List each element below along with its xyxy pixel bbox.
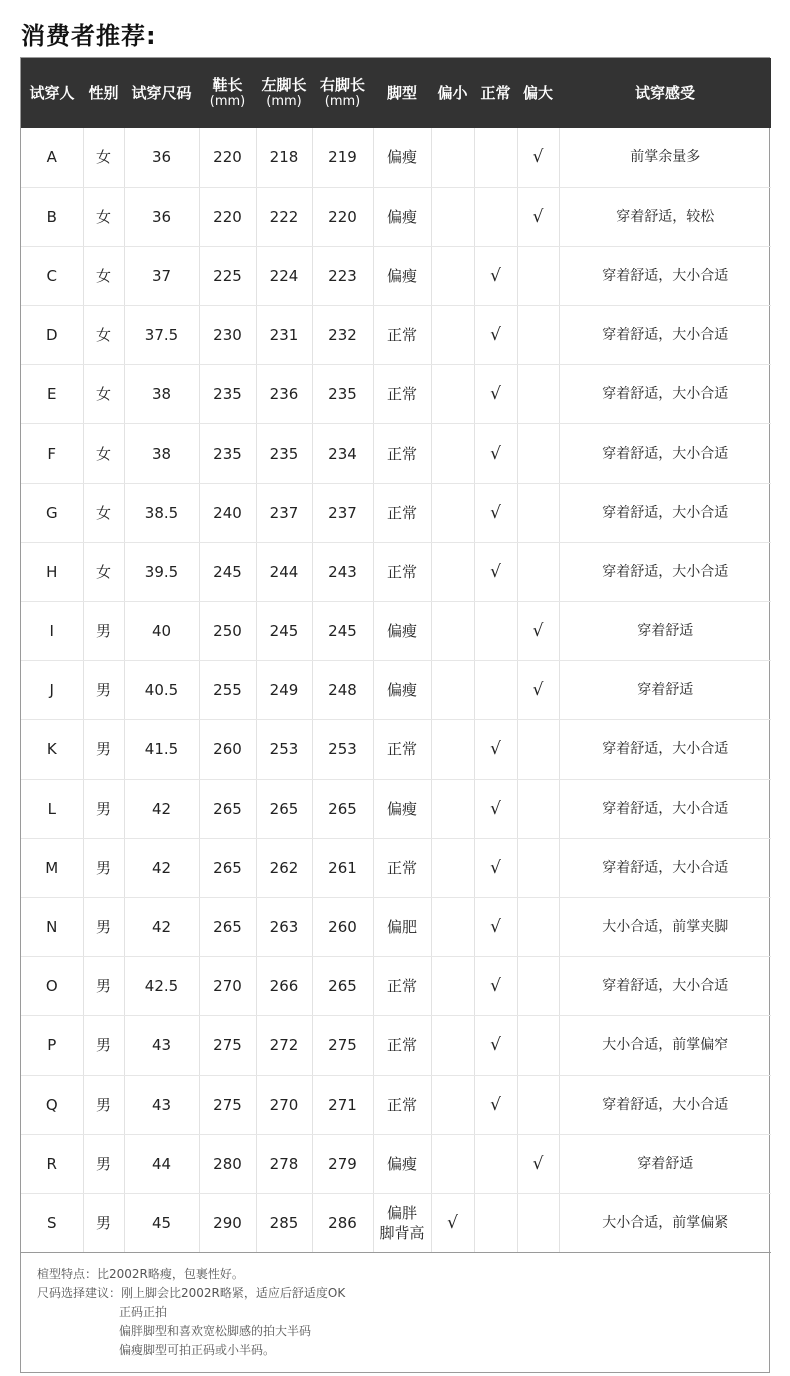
page-title: 消费者推荐: — [21, 22, 157, 50]
cell-foot-type: 正常 — [373, 720, 431, 779]
table-row — [21, 483, 771, 542]
cell-feeling: 前掌余量多 — [559, 128, 771, 187]
cell-feeling: 穿着舒适，大小合适 — [559, 838, 771, 897]
advice-line-4: 偏瘦脚型可拍正码或小半码。 — [119, 1343, 276, 1358]
cell-gender: 女 — [83, 187, 124, 246]
cell-left-foot: 253 — [256, 720, 312, 779]
cell-size: 42 — [124, 779, 199, 838]
cell-gender: 女 — [83, 246, 124, 305]
cell-normal-check: √ — [474, 720, 517, 779]
cell-large-check — [517, 897, 559, 956]
cell-person: F — [21, 424, 83, 483]
cell-left-foot: 218 — [256, 128, 312, 187]
cell-feeling: 穿着舒适 — [559, 602, 771, 661]
cell-large-check — [517, 1075, 559, 1134]
header-person: 试穿人 — [21, 58, 83, 128]
cell-foot-type: 偏瘦 — [373, 128, 431, 187]
cell-left-foot: 224 — [256, 246, 312, 305]
cell-gender: 男 — [83, 838, 124, 897]
cell-gender: 男 — [83, 897, 124, 956]
cell-normal-check — [474, 1193, 517, 1252]
cell-right-foot: 275 — [312, 1016, 373, 1075]
unit-label: (mm) — [266, 93, 302, 109]
cell-foot-type: 偏瘦 — [373, 246, 431, 305]
cell-small-check — [431, 483, 474, 542]
cell-left-foot: 237 — [256, 483, 312, 542]
cell-feeling: 穿着舒适，大小合适 — [559, 246, 771, 305]
cell-person: B — [21, 187, 83, 246]
cell-size: 42.5 — [124, 957, 199, 1016]
cell-small-check — [431, 1075, 474, 1134]
cell-right-foot: 245 — [312, 602, 373, 661]
header-large: 偏大 — [517, 58, 559, 128]
cell-person: L — [21, 779, 83, 838]
cell-large-check: √ — [517, 187, 559, 246]
cell-shoe-length: 230 — [199, 306, 256, 365]
cell-person: G — [21, 483, 83, 542]
cell-shoe-length: 235 — [199, 424, 256, 483]
cell-large-check — [517, 542, 559, 601]
header-small: 偏小 — [431, 58, 474, 128]
cell-foot-type: 正常 — [373, 1016, 431, 1075]
cell-small-check — [431, 306, 474, 365]
table-row — [21, 542, 771, 601]
table-row — [21, 424, 771, 483]
cell-gender: 男 — [83, 1193, 124, 1252]
cell-normal-check: √ — [474, 483, 517, 542]
cell-normal-check: √ — [474, 957, 517, 1016]
cell-right-foot: 237 — [312, 483, 373, 542]
cell-shoe-length: 275 — [199, 1075, 256, 1134]
cell-size: 38.5 — [124, 483, 199, 542]
size-recommendation-table — [20, 57, 770, 1373]
cell-gender: 女 — [83, 542, 124, 601]
advice-line-3: 偏胖脚型和喜欢宽松脚感的拍大半码 — [119, 1324, 312, 1339]
cell-person: S — [21, 1193, 83, 1252]
cell-size: 42 — [124, 838, 199, 897]
cell-normal-check: √ — [474, 306, 517, 365]
cell-shoe-length: 270 — [199, 957, 256, 1016]
cell-person: A — [21, 128, 83, 187]
cell-gender: 男 — [83, 1016, 124, 1075]
cell-large-check — [517, 424, 559, 483]
table-row — [21, 246, 771, 305]
cell-normal-check — [474, 1134, 517, 1193]
table-row — [21, 779, 771, 838]
cell-size: 40 — [124, 602, 199, 661]
cell-feeling: 穿着舒适，大小合适 — [559, 957, 771, 1016]
cell-gender: 女 — [83, 306, 124, 365]
cell-left-foot: 278 — [256, 1134, 312, 1193]
cell-right-foot: 286 — [312, 1193, 373, 1252]
cell-size: 36 — [124, 187, 199, 246]
cell-feeling: 穿着舒适，大小合适 — [559, 542, 771, 601]
cell-foot-type: 正常 — [373, 365, 431, 424]
cell-small-check — [431, 365, 474, 424]
cell-normal-check — [474, 602, 517, 661]
cell-normal-check: √ — [474, 424, 517, 483]
cell-gender: 男 — [83, 1134, 124, 1193]
cell-foot-type: 正常 — [373, 1075, 431, 1134]
cell-left-foot: 265 — [256, 779, 312, 838]
cell-feeling: 穿着舒适，大小合适 — [559, 306, 771, 365]
table-row — [21, 365, 771, 424]
header-foot-type: 脚型 — [373, 58, 431, 128]
cell-normal-check: √ — [474, 542, 517, 601]
header-gender: 性别 — [83, 58, 124, 128]
header-shoe-length: 鞋长 (mm) — [199, 58, 256, 128]
cell-gender: 男 — [83, 1075, 124, 1134]
cell-person: K — [21, 720, 83, 779]
cell-foot-type: 偏瘦 — [373, 1134, 431, 1193]
cell-person: J — [21, 661, 83, 720]
table-row — [21, 1134, 771, 1193]
cell-right-foot: 279 — [312, 1134, 373, 1193]
cell-large-check — [517, 720, 559, 779]
cell-shoe-length: 260 — [199, 720, 256, 779]
cell-feeling: 穿着舒适，大小合适 — [559, 779, 771, 838]
cell-size: 37 — [124, 246, 199, 305]
cell-large-check — [517, 483, 559, 542]
cell-large-check — [517, 779, 559, 838]
cell-foot-type: 正常 — [373, 483, 431, 542]
cell-size: 38 — [124, 365, 199, 424]
cell-size: 39.5 — [124, 542, 199, 601]
cell-size: 43 — [124, 1016, 199, 1075]
cell-gender: 男 — [83, 720, 124, 779]
last-note-text: 比2002R略瘦，包裹性好。 — [97, 1267, 244, 1282]
cell-right-foot: 232 — [312, 306, 373, 365]
cell-large-check: √ — [517, 1134, 559, 1193]
cell-person: P — [21, 1016, 83, 1075]
cell-large-check — [517, 838, 559, 897]
table-header — [21, 58, 771, 128]
last-note — [37, 1265, 769, 1284]
cell-foot-type: 正常 — [373, 838, 431, 897]
cell-feeling: 穿着舒适，大小合适 — [559, 365, 771, 424]
advice-line-1: 刚上脚会比2002R略紧，适应后舒适度OK — [121, 1286, 346, 1301]
cell-left-foot: 272 — [256, 1016, 312, 1075]
cell-size: 36 — [124, 128, 199, 187]
cell-small-check — [431, 542, 474, 601]
cell-large-check — [517, 1016, 559, 1075]
table-row — [21, 1193, 771, 1252]
advice-line-2: 正码正拍 — [119, 1305, 168, 1320]
advice-note-label: 尺码选择建议： — [37, 1286, 122, 1301]
cell-right-foot: 260 — [312, 897, 373, 956]
cell-normal-check: √ — [474, 246, 517, 305]
table-row — [21, 187, 771, 246]
cell-right-foot: 243 — [312, 542, 373, 601]
cell-right-foot: 223 — [312, 246, 373, 305]
table-row — [21, 602, 771, 661]
cell-foot-type: 正常 — [373, 957, 431, 1016]
cell-normal-check: √ — [474, 838, 517, 897]
cell-size: 43 — [124, 1075, 199, 1134]
cell-shoe-length: 265 — [199, 897, 256, 956]
cell-left-foot: 270 — [256, 1075, 312, 1134]
cell-large-check — [517, 365, 559, 424]
cell-small-check — [431, 720, 474, 779]
cell-small-check — [431, 957, 474, 1016]
table-row — [21, 1075, 771, 1134]
cell-large-check — [517, 246, 559, 305]
cell-feeling: 穿着舒适 — [559, 661, 771, 720]
cell-gender: 男 — [83, 602, 124, 661]
cell-left-foot: 245 — [256, 602, 312, 661]
cell-left-foot: 262 — [256, 838, 312, 897]
cell-shoe-length: 250 — [199, 602, 256, 661]
header-left-foot: 左脚长 (mm) — [256, 58, 312, 128]
cell-large-check: √ — [517, 661, 559, 720]
cell-small-check — [431, 897, 474, 956]
cell-right-foot: 235 — [312, 365, 373, 424]
cell-right-foot: 248 — [312, 661, 373, 720]
cell-normal-check — [474, 187, 517, 246]
cell-right-foot: 220 — [312, 187, 373, 246]
header-feeling: 试穿感受 — [559, 58, 771, 128]
cell-gender: 女 — [83, 483, 124, 542]
cell-left-foot: 231 — [256, 306, 312, 365]
cell-small-check — [431, 246, 474, 305]
cell-shoe-length: 235 — [199, 365, 256, 424]
cell-right-foot: 265 — [312, 957, 373, 1016]
cell-shoe-length: 265 — [199, 838, 256, 897]
cell-shoe-length: 255 — [199, 661, 256, 720]
cell-person: Q — [21, 1075, 83, 1134]
cell-left-foot: 263 — [256, 897, 312, 956]
cell-feeling: 穿着舒适，大小合适 — [559, 720, 771, 779]
cell-shoe-length: 240 — [199, 483, 256, 542]
cell-small-check — [431, 1134, 474, 1193]
header-right-foot: 右脚长 (mm) — [312, 58, 373, 128]
cell-size: 37.5 — [124, 306, 199, 365]
cell-foot-type: 正常 — [373, 424, 431, 483]
cell-right-foot: 265 — [312, 779, 373, 838]
cell-right-foot: 234 — [312, 424, 373, 483]
cell-gender: 男 — [83, 661, 124, 720]
cell-shoe-length: 220 — [199, 128, 256, 187]
cell-gender: 男 — [83, 957, 124, 1016]
cell-size: 42 — [124, 897, 199, 956]
cell-gender: 女 — [83, 128, 124, 187]
cell-gender: 女 — [83, 424, 124, 483]
cell-gender: 女 — [83, 365, 124, 424]
cell-foot-type: 偏肥 — [373, 897, 431, 956]
table-row — [21, 897, 771, 956]
cell-person: R — [21, 1134, 83, 1193]
last-note-label: 楦型特点： — [37, 1267, 98, 1282]
cell-small-check — [431, 128, 474, 187]
cell-person: E — [21, 365, 83, 424]
cell-person: I — [21, 602, 83, 661]
cell-person: C — [21, 246, 83, 305]
cell-small-check — [431, 424, 474, 483]
table-row — [21, 720, 771, 779]
cell-left-foot: 266 — [256, 957, 312, 1016]
cell-foot-type: 偏瘦 — [373, 661, 431, 720]
cell-person: H — [21, 542, 83, 601]
table-row — [21, 838, 771, 897]
cell-size: 44 — [124, 1134, 199, 1193]
cell-right-foot: 271 — [312, 1075, 373, 1134]
cell-shoe-length: 220 — [199, 187, 256, 246]
cell-small-check — [431, 1016, 474, 1075]
cell-right-foot: 253 — [312, 720, 373, 779]
cell-feeling: 穿着舒适，较松 — [559, 187, 771, 246]
cell-person: O — [21, 957, 83, 1016]
cell-person: D — [21, 306, 83, 365]
cell-feeling: 穿着舒适，大小合适 — [559, 1075, 771, 1134]
cell-feeling: 大小合适，前掌偏紧 — [559, 1193, 771, 1252]
cell-left-foot: 244 — [256, 542, 312, 601]
cell-shoe-length: 245 — [199, 542, 256, 601]
table-row — [21, 1016, 771, 1075]
cell-normal-check: √ — [474, 897, 517, 956]
table-row — [21, 661, 771, 720]
cell-left-foot: 249 — [256, 661, 312, 720]
cell-foot-type: 偏瘦 — [373, 187, 431, 246]
cell-foot-type: 正常 — [373, 542, 431, 601]
cell-small-check — [431, 838, 474, 897]
table-row — [21, 306, 771, 365]
cell-normal-check: √ — [474, 365, 517, 424]
cell-normal-check: √ — [474, 1016, 517, 1075]
cell-right-foot: 219 — [312, 128, 373, 187]
cell-person: N — [21, 897, 83, 956]
cell-feeling: 穿着舒适，大小合适 — [559, 424, 771, 483]
cell-large-check — [517, 957, 559, 1016]
table-row — [21, 957, 771, 1016]
cell-small-check — [431, 187, 474, 246]
cell-large-check: √ — [517, 602, 559, 661]
cell-shoe-length: 225 — [199, 246, 256, 305]
cell-right-foot: 261 — [312, 838, 373, 897]
cell-left-foot: 236 — [256, 365, 312, 424]
cell-size: 40.5 — [124, 661, 199, 720]
unit-label: (mm) — [209, 93, 246, 109]
cell-large-check — [517, 1193, 559, 1252]
cell-foot-type: 偏瘦 — [373, 602, 431, 661]
cell-feeling: 穿着舒适 — [559, 1134, 771, 1193]
cell-shoe-length: 290 — [199, 1193, 256, 1252]
notes-section — [21, 1253, 769, 1372]
table-row — [21, 128, 771, 187]
cell-foot-type: 偏胖 脚背高 — [373, 1193, 431, 1252]
cell-feeling: 穿着舒适，大小合适 — [559, 483, 771, 542]
cell-shoe-length: 280 — [199, 1134, 256, 1193]
cell-person: M — [21, 838, 83, 897]
cell-small-check — [431, 779, 474, 838]
cell-shoe-length: 265 — [199, 779, 256, 838]
cell-normal-check: √ — [474, 779, 517, 838]
cell-size: 41.5 — [124, 720, 199, 779]
cell-left-foot: 285 — [256, 1193, 312, 1252]
cell-size: 38 — [124, 424, 199, 483]
cell-foot-type: 偏瘦 — [373, 779, 431, 838]
header-normal: 正常 — [474, 58, 517, 128]
cell-small-check — [431, 602, 474, 661]
cell-left-foot: 222 — [256, 187, 312, 246]
cell-small-check — [431, 661, 474, 720]
cell-large-check: √ — [517, 128, 559, 187]
cell-feeling: 大小合适，前掌夹脚 — [559, 897, 771, 956]
cell-normal-check — [474, 661, 517, 720]
cell-normal-check — [474, 128, 517, 187]
advice-note — [37, 1284, 769, 1303]
cell-gender: 男 — [83, 779, 124, 838]
header-size: 试穿尺码 — [124, 58, 199, 128]
unit-label: (mm) — [324, 93, 361, 109]
cell-large-check — [517, 306, 559, 365]
cell-feeling: 大小合适，前掌偏窄 — [559, 1016, 771, 1075]
cell-small-check: √ — [431, 1193, 474, 1252]
cell-left-foot: 235 — [256, 424, 312, 483]
cell-shoe-length: 275 — [199, 1016, 256, 1075]
cell-size: 45 — [124, 1193, 199, 1252]
table-body — [21, 128, 771, 1253]
cell-normal-check: √ — [474, 1075, 517, 1134]
cell-foot-type: 正常 — [373, 306, 431, 365]
